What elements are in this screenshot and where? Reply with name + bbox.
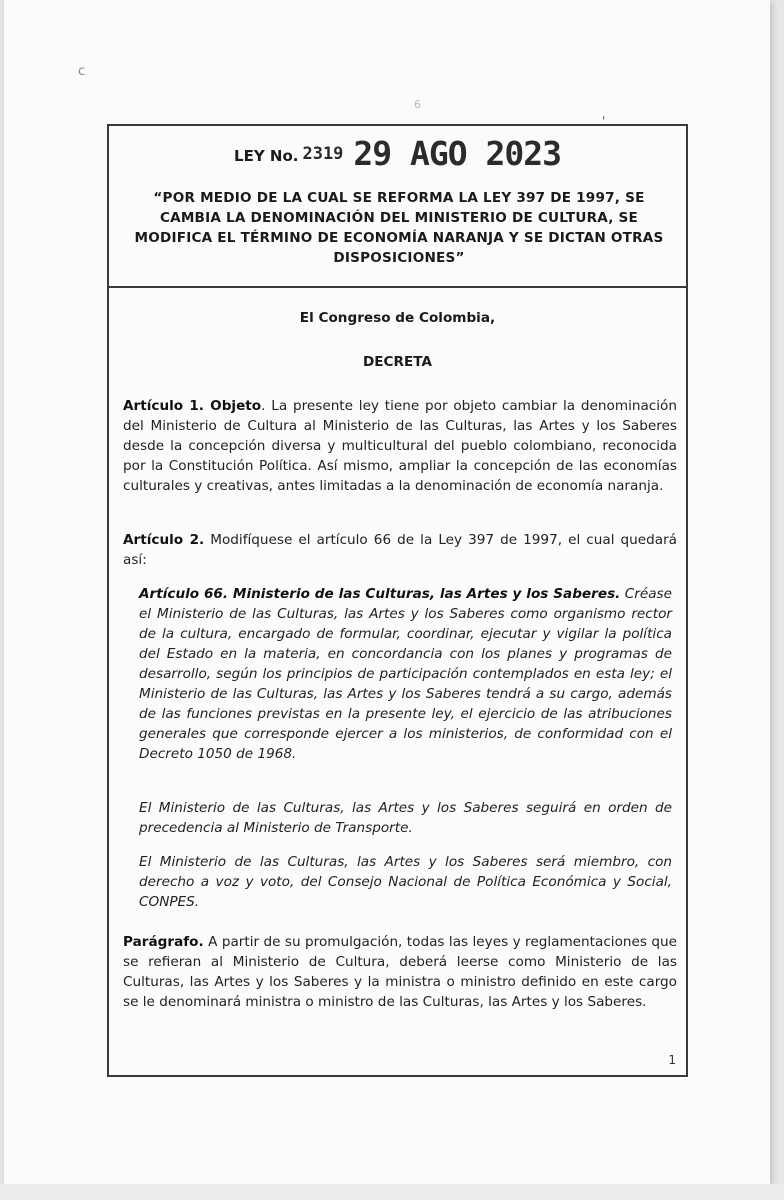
paragrafo-text: A partir de su promulgación, todas las leyes y reglamentaciones que se refieran al Ministerio de Cultura, deberá leerse como Ministerio de las Culturas, las Artes y los Saberes y la ministra o ministro definido en este cargo se le denominará ministra o ministro de las Culturas, las Artes y los Saberes. (123, 934, 677, 1010)
law-title: “POR MEDIO DE LA CUAL SE REFORMA LA LEY 397 DE 1997, SE CAMBIA LA DENOMINACIÓN DEL MINISTERIO DE CULTURA, SE MODIFICA EL TÉRMINO DE ECONOMÍA NARANJA Y SE DICTAN OTRAS DISPOSICIONES” (134, 190, 664, 266)
article-66 (139, 584, 672, 764)
article-2-text: Modifíquese el artículo 66 de la Ley 397 de 1997, el cual quedará así: (123, 532, 677, 568)
congreso-line: El Congreso de Colombia, (299, 310, 496, 326)
article-2 (123, 530, 677, 570)
paragrafo-heading: Parágrafo. (123, 934, 204, 950)
page-number: 1 (668, 1053, 676, 1067)
header-divider (109, 286, 686, 288)
stray-mark: c (78, 64, 86, 79)
paragrafo (123, 932, 677, 1012)
article-66-text: Créase el Ministerio de las Culturas, las Artes y los Saberes como organismo rector de la cultura, encargado de formular, coordinar, ejecutar y vigilar la política del Estado en la materia, en concordancia con los planes y programas de desarrollo, según los principios de participación contemplados en esta ley; el Ministerio de las Culturas, las Artes y los Saberes tendrá a su cargo, además de las funciones previstas en la presente ley, el ejercicio de las atribuciones generales que corresponde ejercer a los ministerios, de conformidad con el Decreto 1050 de 1968. (139, 586, 672, 762)
article-1-text: . La presente ley tiene por objeto cambiar la denominación del Ministerio de Cultura al Ministerio de las Culturas, las Artes y los Saberes desde la concepción diversa y multicultural del pueblo colombiano, reconocida por la Constitución Política. Así mismo, ampliar la concepción de las economías culturales y creativas, antes limitadas a la denominación de economía naranja. (123, 398, 677, 494)
article-66-heading: Artículo 66. Ministerio de las Culturas, las Artes y los Saberes. (139, 586, 621, 602)
date-stamp: 29 AGO 2023 (353, 134, 561, 173)
article-66-para-2: El Ministerio de las Culturas, las Artes y los Saberes seguirá en orden de precedencia al Ministerio de Transporte. (139, 800, 672, 836)
ley-label: LEY No. (234, 147, 299, 165)
ley-number: 2319 (302, 144, 344, 164)
stray-mark: 6 (414, 98, 421, 111)
article-1-heading: Artículo 1. Objeto (123, 398, 262, 414)
law-number-line (109, 134, 686, 173)
article-1 (123, 396, 677, 496)
article-2-heading: Artículo 2. (123, 532, 205, 548)
document-page (4, 0, 770, 1184)
decreta-heading: DECRETA (362, 354, 433, 370)
law-frame (107, 124, 688, 1077)
stray-mark: ' (602, 114, 606, 128)
article-66-para-3: El Ministerio de las Culturas, las Artes y los Saberes será miembro, con derecho a voz y voto, del Consejo Nacional de Política Económica y Social, CONPES. (139, 854, 672, 910)
background-strip (0, 1184, 784, 1200)
